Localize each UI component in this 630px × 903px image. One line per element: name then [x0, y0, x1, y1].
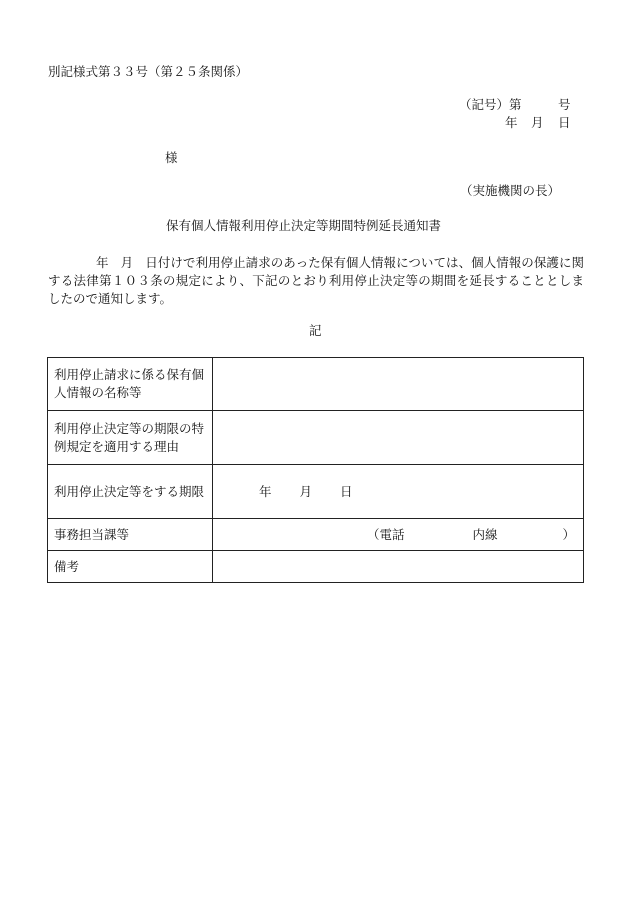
ki-heading: 記 — [309, 323, 322, 338]
table-row — [48, 411, 584, 465]
row-value-reason — [213, 411, 584, 465]
document-title: 保有個人情報利用停止決定等期間特例延長通知書 — [166, 218, 442, 233]
body-text: 日付けで利用停止請求のあった保有個人情報については、個人情報の保護に関する法律第１０３条の規定により、下記のとおり利用停止決定等の期間を延長することとしましたので通知します。 — [48, 255, 584, 306]
row-label-deadline: 利用停止決定等をする期限 — [48, 465, 213, 519]
addressee-honorific: 様 — [165, 150, 178, 165]
deadline-day: 日 — [340, 483, 353, 499]
row-value-department — [213, 519, 584, 551]
body-date-year: 年 — [96, 255, 109, 270]
row-label-remarks: 備考 — [48, 551, 213, 583]
number-suffix: 号 — [558, 97, 571, 112]
issuer-label: （実施機関の長） — [460, 183, 561, 198]
header-date-year: 年 — [505, 115, 518, 130]
body-paragraph — [48, 254, 584, 308]
table-row — [48, 551, 584, 583]
deadline-month: 月 — [299, 483, 313, 499]
row-value-deadline — [213, 465, 584, 519]
table-row — [48, 465, 584, 519]
row-label-reason: 利用停止決定等の期限の特例規定を適用する理由 — [48, 411, 213, 465]
table-row — [48, 519, 584, 551]
row-value-info-name — [213, 358, 584, 411]
phone-label: （電話 — [367, 526, 405, 542]
close-paren: ） — [562, 526, 576, 542]
details-table — [47, 357, 584, 583]
header-date-day: 日 — [558, 115, 571, 130]
row-label-info-name: 利用停止請求に係る保有個人情報の名称等 — [48, 358, 213, 411]
form-reference: 別記様式第３３号（第２５条関係） — [48, 64, 249, 79]
body-date-month: 月 — [120, 255, 134, 270]
header-date-month: 月 — [531, 115, 544, 130]
deadline-year: 年 — [259, 483, 272, 499]
record-label: （記号）第 — [459, 97, 522, 112]
extension-label: 内線 — [472, 526, 498, 542]
row-value-remarks — [213, 551, 584, 583]
table-row — [48, 358, 584, 411]
row-label-department: 事務担当課等 — [48, 519, 213, 551]
